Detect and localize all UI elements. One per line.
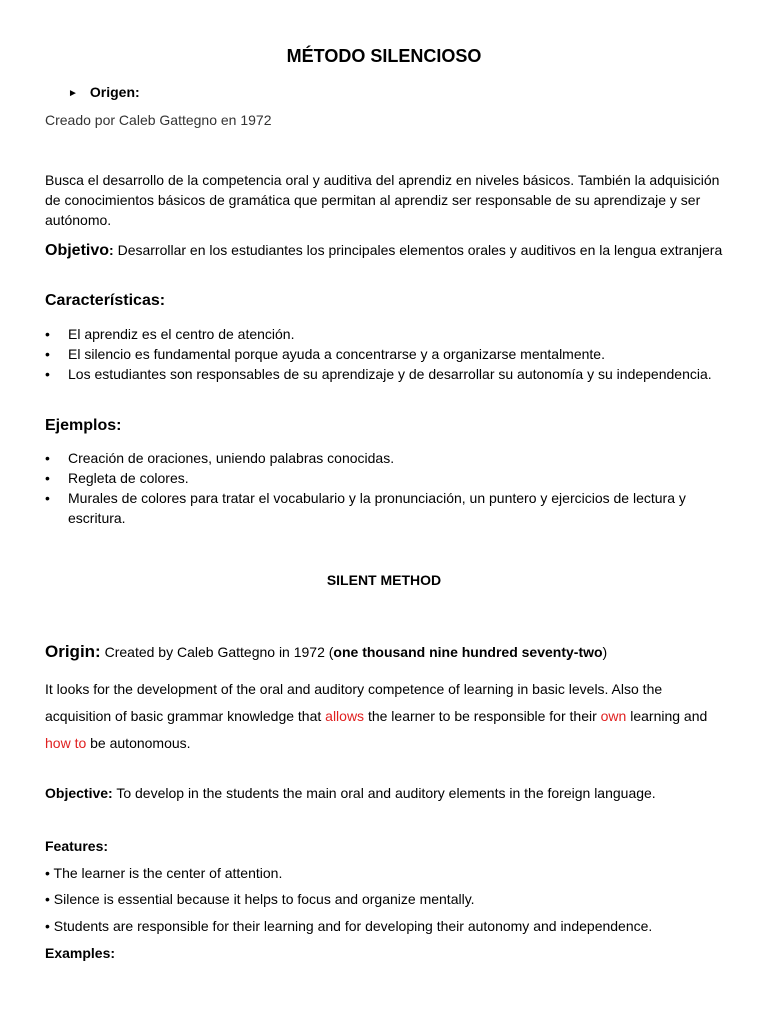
- list-item: • The learner is the center of attention.: [45, 865, 283, 881]
- objective-es: [45, 240, 725, 261]
- objective-label-en: Objective:: [45, 785, 113, 801]
- description-en-part: It looks for the development of the oral and auditory competence of learning in basic levels. Also the acquisition of basic grammar knowledge that: [45, 681, 663, 724]
- description-en-part: the learner to be responsible for their: [364, 708, 601, 724]
- examples-list-es: [45, 448, 725, 528]
- origin-text-en-1: Created by Caleb Gattegno in 1972 (: [100, 644, 334, 660]
- description-es: Busca el desarrollo de la competencia oral y auditiva del aprendiz en niveles básicos. También la adquisición de conocimientos básicos de gramática que permitan al aprendiz ser responsable de su aprendizaje y ser autónomo.: [45, 172, 720, 228]
- list-item: • Silence is essential because it helps to focus and organize mentally.: [45, 891, 475, 907]
- origin-text-es: Creado por Caleb Gattegno en 1972: [45, 112, 272, 128]
- origin-en: [45, 642, 607, 662]
- examples-heading-es: Ejemplos:: [45, 417, 122, 434]
- origin-label-en: Origin:: [45, 642, 101, 661]
- objective-text-es: Desarrollar en los estudiantes los principales elementos orales y auditivos en la lengua extranjera: [113, 242, 723, 258]
- examples-heading-en: Examples:: [45, 945, 116, 961]
- description-en-part: be autonomous.: [86, 735, 191, 751]
- origin-text-en-2: ): [602, 644, 608, 660]
- highlight-own: own: [600, 708, 627, 724]
- objective-en: [45, 785, 656, 801]
- section-title-en: SILENT METHOD: [326, 572, 442, 588]
- description-en: [45, 676, 725, 757]
- list-item: • Students are responsible for their learning and for developing their autonomy and independence.: [45, 918, 653, 934]
- highlight-how-to: how to: [45, 735, 87, 751]
- objective-colon-es: :: [109, 242, 114, 258]
- description-en-part: learning and: [626, 708, 708, 724]
- triangle-bullet-icon: ►: [68, 88, 78, 99]
- objective-label-es: Objetivo: [45, 242, 110, 259]
- features-heading-es: Características:: [45, 292, 166, 309]
- list-item: • Murales de colores para tratar el vocabulario y la pronunciación, un puntero y ejercicios de lectura y escritura.: [45, 488, 725, 528]
- page-title: MÉTODO SILENCIOSO: [286, 46, 482, 66]
- list-item: • El silencio es fundamental porque ayuda a concentrarse y a organizarse mentalmente.: [45, 344, 725, 364]
- origin-heading-es: [68, 84, 140, 100]
- highlight-allows: allows: [325, 708, 365, 724]
- features-heading-en: Features:: [45, 838, 109, 854]
- origin-label-es: Origen:: [89, 84, 140, 100]
- features-list-es: [45, 324, 725, 384]
- list-item: • El aprendiz es el centro de atención.: [45, 324, 725, 344]
- list-item: • Creación de oraciones, uniendo palabras conocidas.: [45, 448, 725, 468]
- list-item: • Los estudiantes son responsables de su aprendizaje y de desarrollar su autonomía y su independencia.: [45, 364, 725, 384]
- origin-bold-en: one thousand nine hundred seventy-two: [333, 644, 603, 660]
- objective-text-en: To develop in the students the main oral and auditory elements in the foreign language.: [112, 785, 656, 801]
- list-item: • Regleta de colores.: [45, 468, 725, 488]
